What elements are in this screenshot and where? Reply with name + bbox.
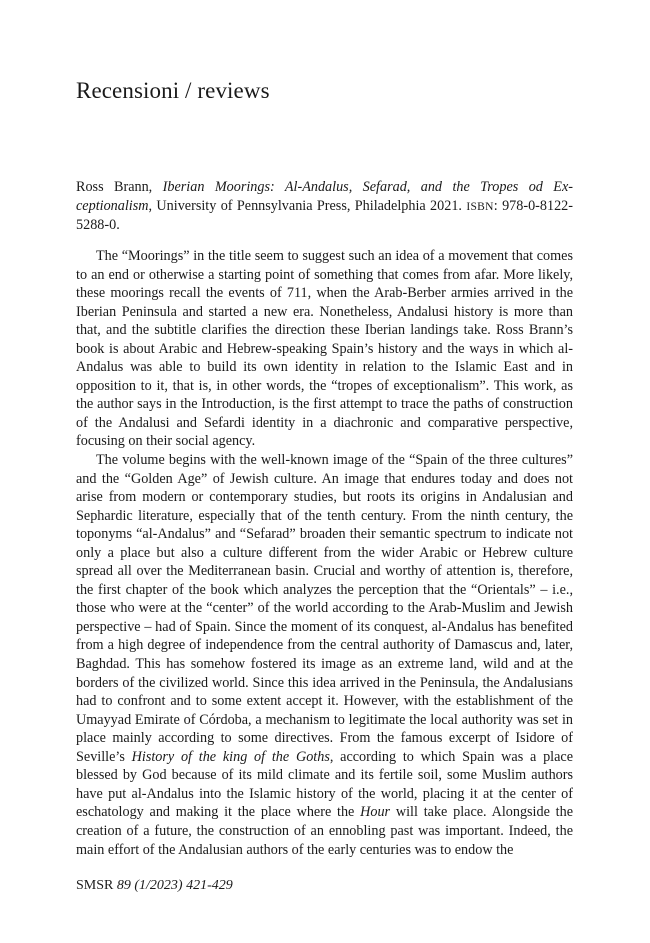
paragraph-2-part-a: The volume begins with the well-known image of the “Spain of the three cultures” and the “Golden Age” of Jewish culture. An image that endures today and does not arise from modern or contemporary studies, but roots its origins in Andalusian and Sephardic literature, especially that of the tenth century. From the ninth century, the toponyms “al-Andalus” and “Sefarad” broaden their semantic spectrum to indicate not only a place but also a culture different from the wider Arabic or Hebrew culture spread all over the Mediterranean basin. Crucial and worthy of attention is, therefore, the first chapter of the book which analyzes the perception that the “Orientals” – i.e., those who were at the “center” of the world according to the Arab-Muslim and Jewish perspective – had of Spain. Since the moment of its conquest, al-Andalus has benefited from a high degree of independence from the central authority of Damascus and, later, Baghdad. This has somehow fostered its image as an extreme land, wild and at the borders of the civilized world. Since this idea arrived in the Peninsula, the Andalusians had to confront and to some extent accept it. However, with the establishment of the Umayyad Emirate of Córdoba, a mechanism to legitimate the local authority was set in place mainly according to some directives. From the famous excerpt of Isidore of Seville’s bbox=[76, 452, 573, 765]
paragraph-2-italic-hour: Hour bbox=[360, 804, 391, 821]
footer-issue: 89 (1/2023) 421-429 bbox=[116, 878, 233, 893]
citation-author: Ross Brann, bbox=[76, 179, 163, 195]
citation-isbn-value: : 978-0-8122-5288-0. bbox=[76, 197, 573, 234]
paragraph-1: The “Moorings” in the title seem to suggest such an idea of a movement that comes to an end or otherwise a starting point of something that comes from afar. More likely, these moorings recall the events of 711, when the Arab-Berber armies arrived in the Iberian Peninsula and started a new era. Nonetheless, Andalusi history is more than that, and the subtitle clarifies the direction these Iberian landings take. Ross Brann’s book is about Arabic and Hebrew-speaking Spain’s history and the ways in which al-Andalus was able to build its own identity in relation to the Islamic East and in opposition to it, that is, in other words, the “tropes of exceptionalism”. This work, as the author says in the Introduction, is the first attempt to trace the paths of construction of the Andalusi and Sefardi identity in a diachronic and comparative perspective, focusing on their social agency. bbox=[76, 248, 573, 450]
footer-journal: SMSR bbox=[76, 878, 117, 893]
paragraph-2-italic-title: History of the king of the Goths bbox=[131, 748, 330, 765]
page-footer bbox=[76, 877, 233, 895]
paragraph-2-part-b: , according to which Spain was a place blessed by God because of its mild climate and its fertile soil, some Muslim authors have put al-Andalus into the Islamic history of the world, placing it at the center of eschatology and making it the place where the bbox=[76, 748, 574, 821]
paragraph-2 bbox=[76, 451, 573, 859]
citation-isbn-label: ISBN bbox=[466, 200, 494, 213]
book-citation bbox=[76, 178, 573, 235]
paragraph-2-part-c: will take place. Alongside the creation of a future, the construction of an ennobling past was important. Indeed, the main effort of the Andalusian authors of the early centuries was to endow the bbox=[76, 804, 573, 858]
review-body bbox=[76, 247, 573, 859]
citation-title: Iberian Moorings: Al-Andalus, Sefarad, and the Tropes od Exceptionalism bbox=[76, 179, 573, 214]
citation-publisher: , University of Pennsylvania Press, Philadelphia 2021. bbox=[148, 197, 467, 214]
section-heading: Recensioni / reviews bbox=[76, 78, 270, 103]
